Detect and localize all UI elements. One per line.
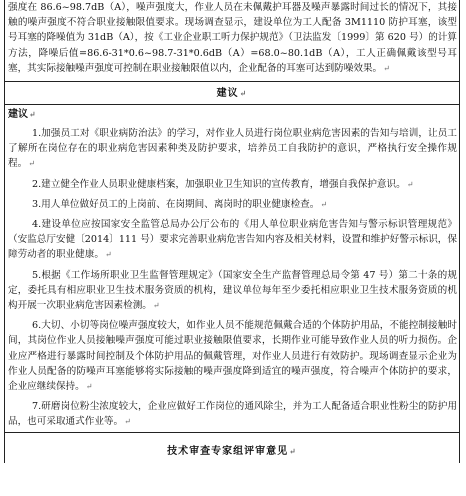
- paragraph-mark: ↵: [29, 109, 36, 119]
- suggestion-item-text: 1.加强员工对《职业病防治法》的学习，对作业人员进行岗位职业病危害因素的告知与培训，让员工了解所在岗位存在的职业病危害因素种类及防护要求，培养员工自我防护的意识，严格执行安全操作规程。: [8, 128, 457, 170]
- paragraph-mark: ↵: [152, 301, 160, 311]
- suggestion-item-1: [8, 126, 457, 172]
- suggestion-item-6: [8, 318, 457, 394]
- paragraph-mark: ↵: [104, 250, 112, 260]
- expert-review-cell: [4, 433, 460, 463]
- section-title: [5, 86, 459, 101]
- suggestion-heading-cell: [4, 82, 460, 105]
- paragraph-mark: ↵: [28, 159, 35, 169]
- paragraph-mark: ↵: [239, 88, 248, 98]
- suggestion-list: [8, 126, 457, 435]
- suggestion-item-text: 6.大切、小切等岗位噪声强度较大，如作业人员不能规范佩戴合适的个体防护用品，不能控制接触时间，其岗位作业人员接触噪声强度可能过职业接触限值要求，长期作业可能导致作业人员的听力损伤。企业应严格进行暴露时间控制及个体防护用品的佩戴管理，对作业人员进行有效防护。现场调查显示企业为作业人员配备的防噪声耳塞能够将实际接触的噪声强度降到适宜的噪声强度，符合噪声个体防护的要求，企业应继续保持。: [8, 320, 457, 393]
- section-title-text: 建议: [216, 88, 239, 99]
- noise-assessment-paragraph: [8, 0, 457, 76]
- suggestion-item-text: 5.根据《工作场所职业卫生监督管理规定》（国家安全生产监督管理总局令第 47 号）第二十条的规定，委托具有相应职业卫生技术服务资质的机构，建议单位每年至少委托相应职业卫生技术服务资质的机构开展一次职业病危害因素检测。: [8, 269, 457, 312]
- suggestion-item-text: 4.建设单位应按国家安全监管总局办公厅公布的《用人单位职业病危害告知与警示标识管理规范》（安监总厅安健〔2014〕111 号）要求完善职业病危害告知内容及相关材料，设置和维护好警示标识，保障劳动者的职业健康。: [8, 219, 457, 261]
- document-page: [4, 0, 462, 496]
- suggestion-item-3: [8, 197, 457, 212]
- suggestion-item-text: 7.研磨岗位粉尘浓度较大，企业应做好工作岗位的通风除尘，并为工人配备适合职业性粉尘的防护用品，也可采取通式作业等。: [8, 401, 457, 428]
- suggestion-item-5: [8, 268, 457, 314]
- paragraph-mark: ↵: [320, 199, 328, 209]
- expert-review-title-text: 技术审查专家组评审意见: [167, 446, 289, 457]
- expert-review-title: [5, 444, 459, 459]
- suggestion-item-text: 3.用人单位做好员工的上岗前、在岗期间、离岗时的职业健康检查。: [32, 198, 320, 210]
- noise-assessment-text: 强度在 86.6~98.7dB（A），噪声强度大，作业人员在未佩戴护耳器及噪声暴露时间过长的情况下，其接触的噪声强度不符合职业接触限值要求。现场调查显示，建设单位为工人配备 3M1110 防护耳塞，该型号耳塞的降噪值为 31dB（A），按《工业企业职工听力保护规范》（卫法监发〔1999〕第 620 号）的计算方法，降噪后值=86.6-31*0.6~98.7-31*0.6dB（A）=68.0~80.1dB（A），工人正确佩戴该型号耳塞，其实际接触噪声强度可控制在职业接触限值以内，企业配备的耳塞可达到防噪效果。: [8, 2, 457, 74]
- paragraph-mark: ↵: [406, 179, 414, 189]
- main-heading: [8, 107, 36, 122]
- paragraph-mark: ↵: [124, 417, 131, 427]
- suggestion-content-cell: [4, 105, 460, 433]
- paragraph-mark: ↵: [289, 446, 297, 456]
- suggestion-item-7: [8, 399, 457, 429]
- main-heading-text: 建议: [8, 109, 28, 120]
- evaluation-text-cell: [4, 0, 460, 82]
- suggestion-item-text: 2.建立健全作业人员职业健康档案，加强职业卫生知识的宣传教育，增强自我保护意识。: [32, 178, 406, 190]
- suggestion-item-2: [8, 177, 457, 192]
- paragraph-mark: ↵: [383, 63, 390, 73]
- suggestion-item-4: [8, 217, 457, 263]
- paragraph-mark: ↵: [85, 382, 93, 392]
